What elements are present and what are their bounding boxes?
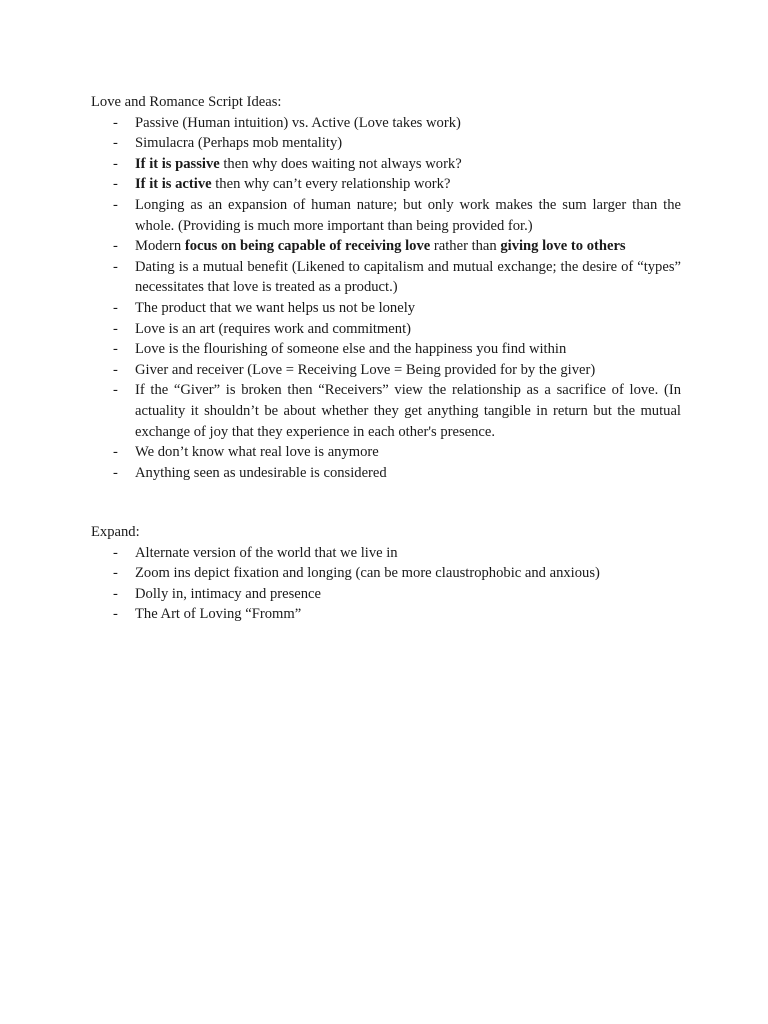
expand-section xyxy=(91,522,681,625)
list-item xyxy=(91,319,681,340)
bullet-dash: - xyxy=(113,320,118,337)
bullet-dash: - xyxy=(113,155,118,172)
bullet-dash: - xyxy=(113,299,118,316)
bullet-dash: - xyxy=(113,606,118,623)
list-item xyxy=(91,236,681,257)
bullet-dash: - xyxy=(113,341,118,358)
bullet-dash: - xyxy=(113,258,118,275)
item-text: The Art of Loving “Fromm” xyxy=(135,606,302,623)
item-text: Dating is a mutual benefit (Likened to capitalism and mutual exchange; the desire of “types” necessitates that love is treated as a product.) xyxy=(135,258,681,296)
list-item xyxy=(91,360,681,381)
list-item xyxy=(91,133,681,154)
bullet-dash: - xyxy=(113,196,118,213)
list-item xyxy=(91,339,681,360)
item-text: then why can’t every relationship work? xyxy=(211,176,451,193)
list-item xyxy=(91,195,681,236)
list-item xyxy=(91,257,681,298)
ideas-list xyxy=(91,113,681,484)
bullet-dash: - xyxy=(113,444,118,461)
script-ideas-section xyxy=(91,92,681,483)
bold-text: giving love to others xyxy=(500,238,626,255)
item-text: Anything seen as undesirable is considered xyxy=(135,464,387,481)
item-text: Giver and receiver (Love = Receiving Love = Being provided for by the giver) xyxy=(135,361,596,378)
section-heading: Expand: xyxy=(91,524,140,540)
item-text: Love is an art (requires work and commitment) xyxy=(135,320,411,337)
list-item xyxy=(91,154,681,175)
item-text: If the “Giver” is broken then “Receivers” view the relationship as a sacrifice of love. (In actuality it shouldn’t be about whether they get anything tangible in return but the mutual exchange of joy that they experience in each other's presence. xyxy=(135,382,681,440)
section-heading: Love and Romance Script Ideas: xyxy=(91,94,282,110)
bullet-dash: - xyxy=(113,114,118,131)
list-item xyxy=(91,563,681,584)
list-item xyxy=(91,174,681,195)
item-text: rather than xyxy=(430,238,501,255)
item-text: Modern xyxy=(135,238,185,255)
bullet-dash: - xyxy=(113,464,118,481)
list-item xyxy=(91,113,681,134)
bullet-dash: - xyxy=(113,565,118,582)
list-item xyxy=(91,380,681,442)
item-text: The product that we want helps us not be lonely xyxy=(135,299,416,316)
bold-text: If it is active xyxy=(135,176,212,193)
bullet-dash: - xyxy=(113,544,118,561)
item-text: Passive (Human intuition) vs. Active (Love takes work) xyxy=(135,114,461,131)
bold-text: focus on being capable of receiving love xyxy=(184,238,431,255)
bullet-dash: - xyxy=(113,176,118,193)
item-text: Simulacra (Perhaps mob mentality) xyxy=(135,135,343,152)
bullet-dash: - xyxy=(113,585,118,602)
item-text: Zoom ins depict fixation and longing (can be more claustrophobic and anxious) xyxy=(135,565,600,582)
list-item xyxy=(91,543,681,564)
item-text: Love is the flourishing of someone else and the happiness you find within xyxy=(135,341,567,358)
item-text: Longing as an expansion of human nature; but only work makes the sum larger than the whole. (Providing is much more important than being provided for.) xyxy=(135,196,681,234)
list-item xyxy=(91,463,681,484)
bullet-dash: - xyxy=(113,361,118,378)
bold-text: If it is passive xyxy=(135,155,220,172)
bullet-dash: - xyxy=(113,238,118,255)
list-item xyxy=(91,604,681,625)
bullet-dash: - xyxy=(113,135,118,152)
list-item xyxy=(91,298,681,319)
list-item xyxy=(91,584,681,605)
item-text: Alternate version of the world that we live in xyxy=(135,544,398,561)
expand-list xyxy=(91,543,681,625)
item-text: then why does waiting not always work? xyxy=(219,155,462,172)
bullet-dash: - xyxy=(113,382,118,399)
list-item xyxy=(91,442,681,463)
item-text: Dolly in, intimacy and presence xyxy=(135,585,322,602)
item-text: We don’t know what real love is anymore xyxy=(135,444,379,461)
